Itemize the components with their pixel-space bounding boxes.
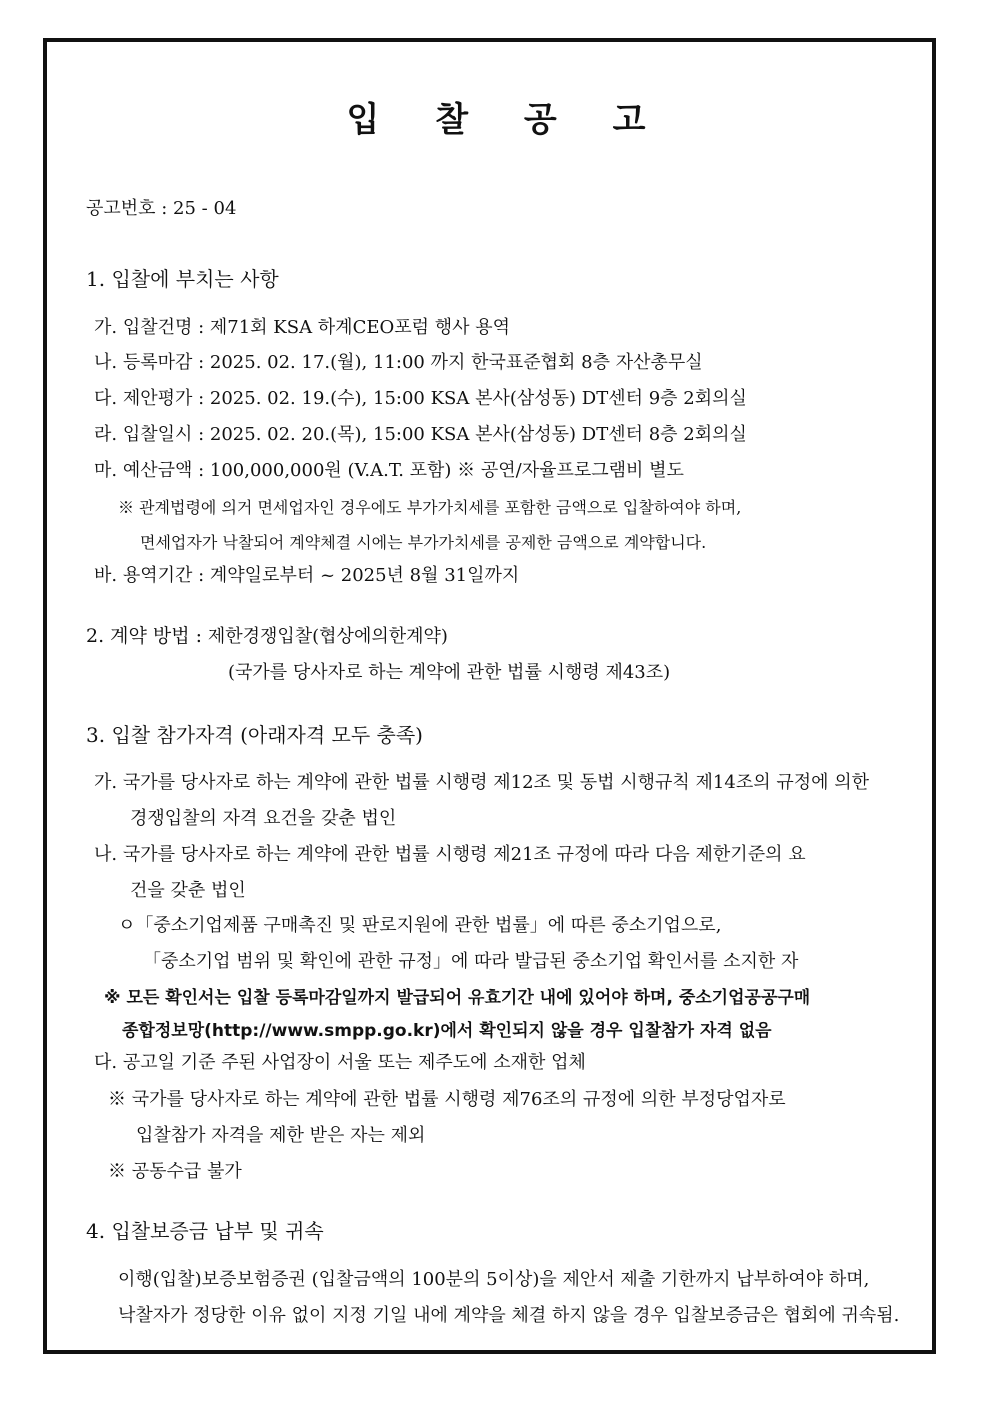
notice-number: 공고번호 : 25 - 04 bbox=[86, 198, 237, 219]
item-registration-deadline: 나. 등록마감 : 2025. 02. 17.(월), 11:00 까지 한국표준협회 8층 자산총무실 bbox=[94, 352, 703, 373]
certificate-notice-line-2: 종합정보망(http://www.smpp.go.kr)에서 확인되지 않을 경우 입찰참가 자격 없음 bbox=[122, 1021, 772, 1041]
disqualification-note-line-2: 입찰참가 자격을 제한 받은 자는 제외 bbox=[136, 1125, 426, 1146]
qual-b-line-1: 나. 국가를 당사자로 하는 계약에 관한 법률 시행령 제21조 규정에 따라 다음 제한기준의 요 bbox=[94, 844, 806, 865]
qual-c-line: 다. 공고일 기준 주된 사업장이 서울 또는 제주도에 소재한 업체 bbox=[94, 1052, 586, 1073]
item-bid-date: 라. 입찰일시 : 2025. 02. 20.(목), 15:00 KSA 본사(삼성동) DT센터 8층 2회의실 bbox=[94, 424, 747, 445]
qual-a-line-1: 가. 국가를 당사자로 하는 계약에 관한 법률 시행령 제12조 및 동법 시행규칙 제14조의 규정에 의한 bbox=[94, 772, 869, 793]
tax-note-line-2: 면세업자가 낙찰되어 계약체결 시에는 부가가치세를 공제한 금액으로 계약합니다. bbox=[140, 533, 707, 552]
bid-bond-line-1: 이행(입찰)보증보험증권 (입찰금액의 100분의 5이상)을 제안서 제출 기한까지 납부하여야 하며, bbox=[118, 1269, 870, 1290]
contract-method: 제한경쟁입찰(협상에의한계약) bbox=[207, 626, 448, 647]
item-budget: 마. 예산금액 : 100,000,000원 (V.A.T. 포함) ※ 공연/자율프로그램비 별도 bbox=[94, 460, 684, 481]
tax-note-line-1: ※ 관계법령에 의거 면세업자인 경우에도 부가가치세를 포함한 금액으로 입찰하여야 하며, bbox=[118, 498, 742, 517]
section-3-heading: 3. 입찰 참가자격 (아래자격 모두 충족) bbox=[86, 723, 423, 747]
section-2-heading: 2. 계약 방법 : bbox=[86, 625, 203, 647]
qual-b-bullet-2: 「중소기업 범위 및 확인에 관한 규정」에 따라 발급된 중소기업 확인서를 소지한 자 bbox=[143, 951, 799, 972]
joint-supply-note: ※ 공동수급 불가 bbox=[108, 1161, 242, 1182]
qual-a-line-2: 경쟁입찰의 자격 요건을 갖춘 법인 bbox=[130, 808, 397, 829]
section-4-heading: 4. 입찰보증금 납부 및 귀속 bbox=[86, 1219, 324, 1243]
item-bid-name: 가. 입찰건명 : 제71회 KSA 하계CEO포럼 행사 용역 bbox=[94, 317, 511, 338]
bid-bond-line-2: 낙찰자가 정당한 이유 없이 지정 기일 내에 계약을 체결 하지 않을 경우 입찰보증금은 협회에 귀속됨. bbox=[118, 1305, 900, 1326]
qual-b-bullet-1: ㅇ「중소기업제품 구매촉진 및 판로지원에 관한 법률」에 따른 중소기업으로, bbox=[118, 915, 722, 936]
page-title: 입 찰 공 고 bbox=[346, 100, 668, 140]
qual-b-line-2: 건을 갖춘 법인 bbox=[130, 880, 246, 901]
section-2-line bbox=[86, 624, 448, 649]
disqualification-note-line-1: ※ 국가를 당사자로 하는 계약에 관한 법률 시행령 제76조의 규정에 의한 부정당업자로 bbox=[108, 1089, 786, 1110]
item-service-period: 바. 용역기간 : 계약일로부터 ~ 2025년 8월 31일까지 bbox=[94, 565, 520, 586]
item-proposal-evaluation: 다. 제안평가 : 2025. 02. 19.(수), 15:00 KSA 본사(삼성동) DT센터 9층 2회의실 bbox=[94, 388, 747, 409]
certificate-notice-line-1: ※ 모든 확인서는 입찰 등록마감일까지 발급되어 유효기간 내에 있어야 하며, 중소기업공공구매 bbox=[104, 988, 811, 1008]
document-border bbox=[43, 38, 936, 1354]
contract-law: (국가를 당사자로 하는 계약에 관한 법률 시행령 제43조) bbox=[228, 662, 671, 683]
section-1-heading: 1. 입찰에 부치는 사항 bbox=[86, 267, 279, 291]
